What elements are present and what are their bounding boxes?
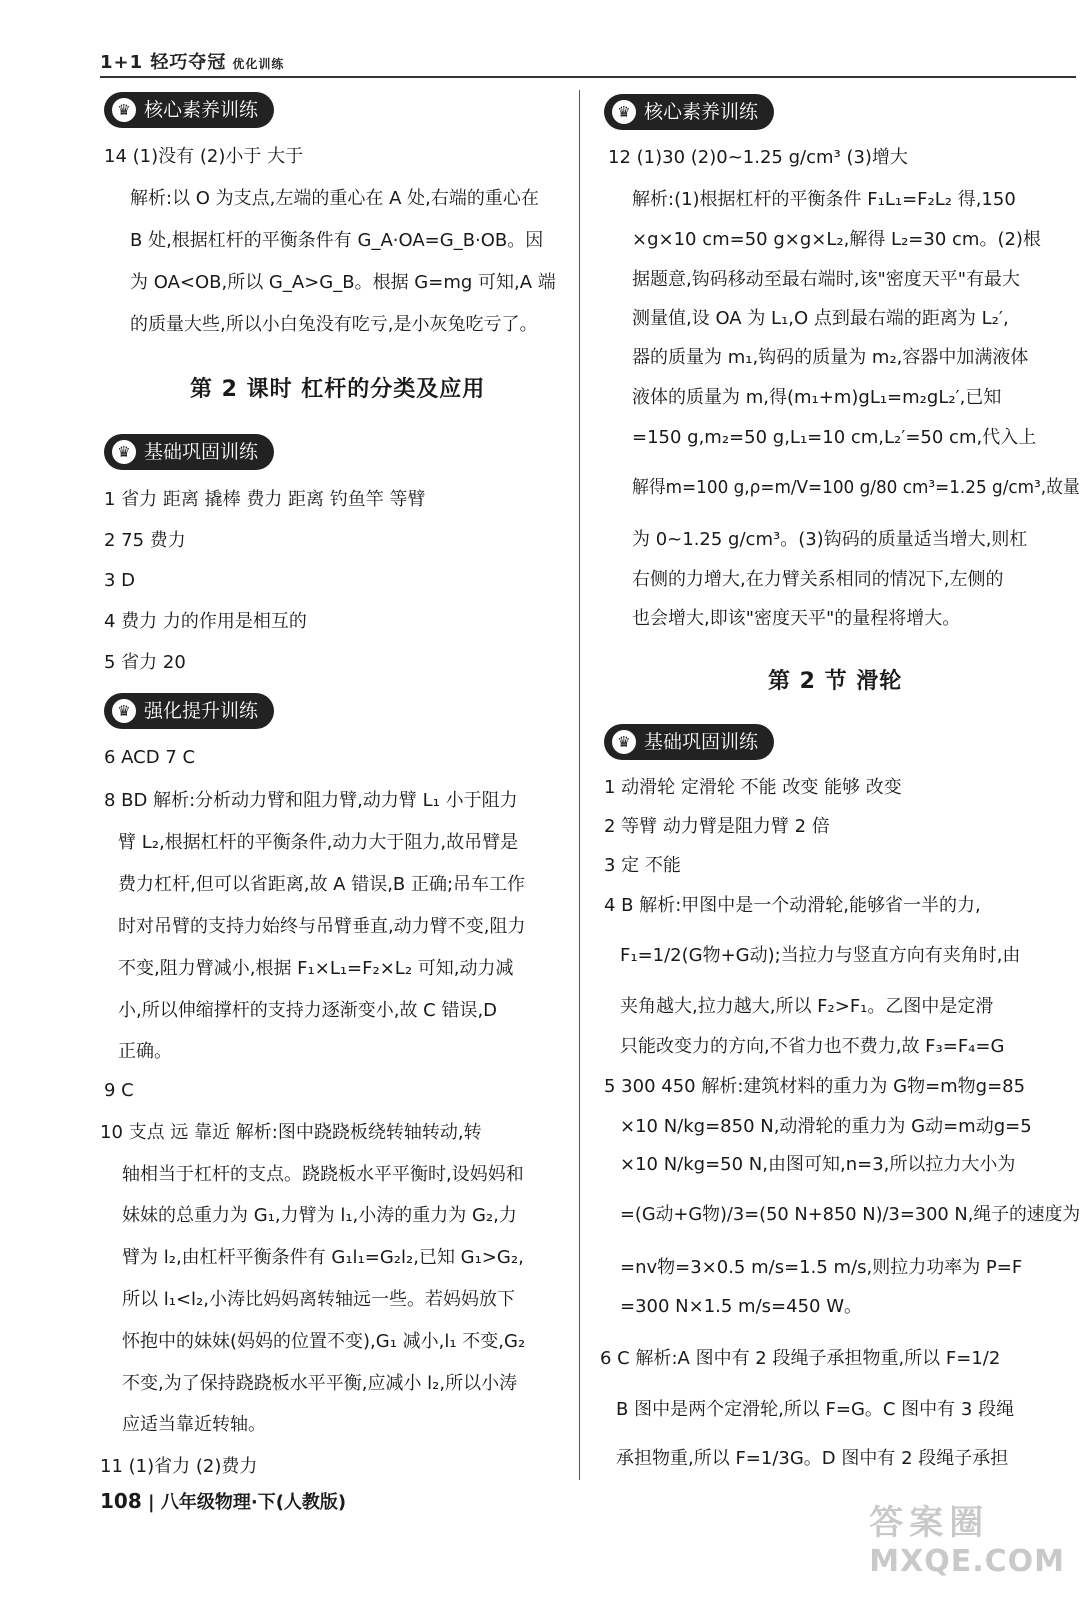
explanation-line: 为 OA<OB,所以 G_A>G_B。根据 G=mg 可知,A 端 — [130, 272, 556, 293]
explanation-line: B 图中是两个定滑轮,所以 F=G。C 图中有 3 段绳 — [616, 1399, 1015, 1420]
explanation-line: 承担物重,所以 F=1/3G。D 图中有 2 段绳子承担 — [616, 1448, 1009, 1469]
answer-2: 2 75 费力 — [104, 530, 186, 551]
section-title: 第 2 节 滑轮 — [768, 669, 903, 694]
section-tag-core: ♛ 核心素养训练 — [104, 92, 274, 128]
explanation-line: 夹角越大,拉力越大,所以 F₂>F₁。乙图中是定滑 — [620, 996, 994, 1017]
answer-3: 3 定 不能 — [604, 855, 681, 876]
explanation-line: =(G动+G物)/3=(50 N+850 N)/3=300 N,绳子的速度为 — [620, 1204, 1081, 1225]
explanation-line: 不变,为了保持跷跷板水平平衡,应减小 l₂,所以小涛 — [122, 1373, 518, 1394]
crown-icon: ♛ — [112, 699, 136, 723]
explanation-line: 所以 l₁<l₂,小涛比妈妈离转轴远一些。若妈妈放下 — [122, 1289, 515, 1310]
watermark: 答案圈 MXQE.COM — [869, 1503, 1065, 1579]
book-logo: 1+1 轻巧夺冠 优化训练 — [100, 52, 285, 73]
explanation-line: F₁=1/2(G物+G动);当拉力与竖直方向有夹角时,由 — [620, 945, 1021, 966]
explanation-line: 解析:以 O 为支点,左端的重心在 A 处,右端的重心在 — [130, 188, 539, 209]
header-rule — [100, 76, 1076, 78]
explanation-line: 臂为 l₂,由杠杆平衡条件有 G₁l₁=G₂l₂,已知 G₁>G₂, — [122, 1247, 524, 1268]
explanation-line: 小,所以伸缩撑杆的支持力逐渐变小,故 C 错误,D — [118, 1000, 498, 1021]
answer-6: 6 C 解析:A 图中有 2 段绳子承担物重,所以 F=1/2 — [600, 1348, 1001, 1369]
crown-icon: ♛ — [612, 100, 636, 124]
explanation-line: 妹妹的总重力为 G₁,力臂为 l₁,小涛的重力为 G₂,力 — [122, 1205, 517, 1226]
explanation-line: 解析:(1)根据杠杆的平衡条件 F₁L₁=F₂L₂ 得,150 — [632, 189, 1016, 210]
crown-icon: ♛ — [112, 98, 136, 122]
explanation-line: 液体的质量为 m,得(m₁+m)gL₁=m₂gL₂′,已知 — [632, 387, 1002, 408]
answer-10: 10 支点 远 靠近 解析:图中跷跷板绕转轴转动,转 — [100, 1122, 482, 1143]
explanation-line: 右侧的力增大,在力臂关系相同的情况下,左侧的 — [632, 569, 1004, 590]
explanation-line: 也会增大,即该"密度天平"的量程将增大。 — [632, 608, 961, 629]
lesson-title: 第 2 课时 杠杆的分类及应用 — [190, 377, 486, 402]
explanation-line: 解得m=100 g,ρ=m/V=100 g/80 cm³=1.25 g/cm³,故量 — [632, 477, 1080, 498]
explanation-line: 费力杠杆,但可以省距离,故 A 错误,B 正确;吊车工作 — [118, 874, 526, 895]
explanation-line: =300 N×1.5 m/s=450 W。 — [620, 1296, 862, 1317]
explanation-line: 的质量大些,所以小白兔没有吃亏,是小灰兔吃亏了。 — [130, 314, 538, 335]
explanation-line: 应适当靠近转轴。 — [122, 1414, 266, 1435]
answer-8: 8 BD 解析:分析动力臂和阻力臂,动力臂 L₁ 小于阻力 — [104, 790, 518, 811]
explanation-line: =150 g,m₂=50 g,L₁=10 cm,L₂′=50 cm,代入上 — [632, 427, 1037, 448]
answer-5: 5 300 450 解析:建筑材料的重力为 G物=m物g=85 — [604, 1076, 1026, 1097]
section-tag-advanced: ♛ 强化提升训练 — [104, 693, 274, 729]
page-footer: 108 | 八年级物理·下(人教版) — [100, 1489, 347, 1513]
explanation-line: ×10 N/kg=850 N,动滑轮的重力为 G动=m动g=5 — [620, 1116, 1032, 1137]
answer-14: 14 (1)没有 (2)小于 大于 — [104, 146, 304, 167]
explanation-line: 正确。 — [118, 1041, 172, 1062]
explanation-line: 器的质量为 m₁,钩码的质量为 m₂,容器中加满液体 — [632, 347, 1029, 368]
answer-3: 3 D — [104, 570, 136, 591]
answer-4: 4 费力 力的作用是相互的 — [104, 611, 307, 632]
crown-icon: ♛ — [112, 440, 136, 464]
section-tag-basic: ♛ 基础巩固训练 — [604, 724, 774, 760]
explanation-line: 只能改变力的方向,不省力也不费力,故 F₃=F₄=G — [620, 1036, 1005, 1057]
explanation-line: 轴相当于杠杆的支点。跷跷板水平平衡时,设妈妈和 — [122, 1164, 524, 1185]
explanation-line: 臂 L₂,根据杠杆的平衡条件,动力大于阻力,故吊臂是 — [118, 832, 519, 853]
answer-4: 4 B 解析:甲图中是一个动滑轮,能够省一半的力, — [604, 895, 981, 916]
answer-1: 1 动滑轮 定滑轮 不能 改变 能够 改变 — [604, 777, 902, 798]
column-divider — [579, 90, 580, 1480]
explanation-line: ×10 N/kg=50 N,由图可知,n=3,所以拉力大小为 — [620, 1154, 1016, 1175]
explanation-line: 为 0~1.25 g/cm³。(3)钩码的质量适当增大,则杠 — [632, 529, 1028, 550]
answer-11: 11 (1)省力 (2)费力 — [100, 1456, 258, 1477]
explanation-line: ×g×10 cm=50 g×g×L₂,解得 L₂=30 cm。(2)根 — [632, 229, 1041, 250]
explanation-line: 测量值,设 OA 为 L₁,O 点到最右端的距离为 L₂′, — [632, 308, 1009, 329]
section-tag-core: ♛ 核心素养训练 — [604, 94, 774, 130]
answer-12: 12 (1)30 (2)0~1.25 g/cm³ (3)增大 — [608, 147, 908, 168]
answer-9: 9 C — [104, 1080, 134, 1101]
explanation-line: 怀抱中的妹妹(妈妈的位置不变),G₁ 减小,l₁ 不变,G₂ — [122, 1331, 526, 1352]
explanation-line: B 处,根据杠杆的平衡条件有 G_A·OA=G_B·OB。因 — [130, 230, 544, 251]
book-title: 八年级物理·下(人教版) — [160, 1492, 347, 1513]
answer-5: 5 省力 20 — [104, 652, 186, 673]
explanation-line: 据题意,钩码移动至最右端时,该"密度天平"有最大 — [632, 269, 1020, 290]
explanation-line: 不变,阻力臂减小,根据 F₁×L₁=F₂×L₂ 可知,动力减 — [118, 958, 514, 979]
answer-1: 1 省力 距离 撬棒 费力 距离 钓鱼竿 等臂 — [104, 489, 426, 510]
answer-2: 2 等臂 动力臂是阻力臂 2 倍 — [604, 816, 830, 837]
explanation-line: 时对吊臂的支持力始终与吊臂垂直,动力臂不变,阻力 — [118, 916, 526, 937]
explanation-line: =nv物=3×0.5 m/s=1.5 m/s,则拉力功率为 P=F — [620, 1257, 1023, 1278]
crown-icon: ♛ — [612, 730, 636, 754]
section-tag-basic: ♛ 基础巩固训练 — [104, 434, 274, 470]
answer-6-7: 6 ACD 7 C — [104, 747, 196, 768]
logo-subtitle: 优化训练 — [232, 57, 285, 71]
page-number: 108 — [100, 1489, 142, 1513]
